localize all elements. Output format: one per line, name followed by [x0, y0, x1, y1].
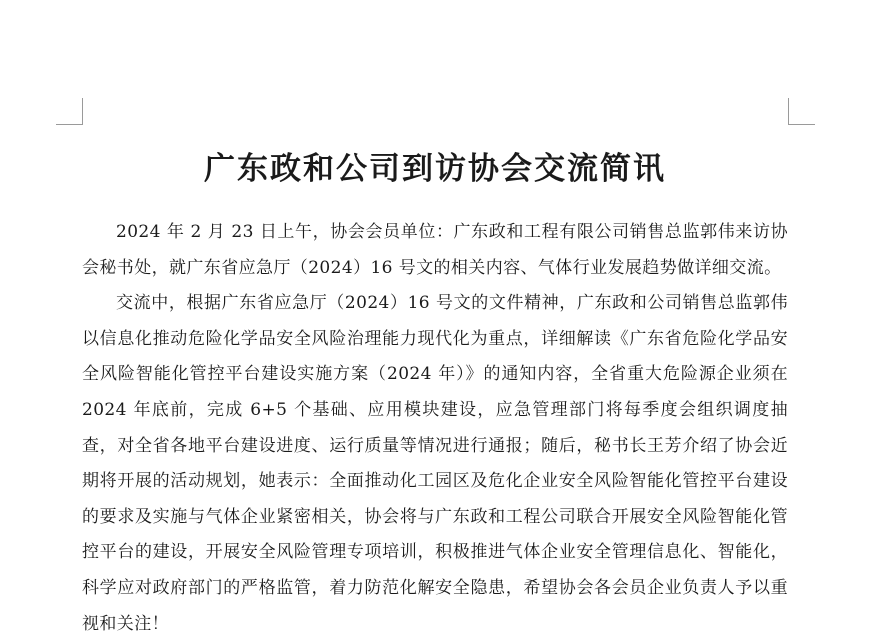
document-title: 广东政和公司到访协会交流简讯: [204, 151, 666, 187]
top-right-margin-marker: [788, 98, 815, 125]
paragraph-2: 交流中，根据广东省应急厅（2024）16 号文的文件精神，广东政和公司销售总监郭伟以信息化推动危险化学品安全风险治理能力现代化为重点，详细解读《广东省危险化学品安全风险智能化管控平台建设实施方案（2024 年）》的通知内容，全省重大危险源企业须在 2024 年底前，完成 6+5 个基础、应用模块建设，应急管理部门将每季度会组织调度抽查，对全省各地平台建设进度、运行质量等情况进行通报；随后，秘书长王芳介绍了协会近期将开展的活动规划，她表示：全面推动化工园区及危化企业安全风险智能化管控平台建设的要求及实施与气体企业紧密相关，协会将与广东政和工程公司联合开展安全风险智能化管控平台的建设，开展安全风险管理专项培训，积极推进气体企业安全管理信息化、智能化，科学应对政府部门的严格监管，着力防范化解安全隐患，希望协会各会员企业负责人予以重视和关注！: [82, 293, 788, 634]
top-left-margin-marker: [56, 98, 83, 125]
paragraph-1: 2024 年 2 月 23 日上午，协会会员单位：广东政和工程有限公司销售总监郭伟来访协会秘书处，就广东省应急厅（2024）16 号文的相关内容、气体行业发展趋势做详细交流。: [82, 222, 788, 278]
document-body: [82, 215, 788, 642]
